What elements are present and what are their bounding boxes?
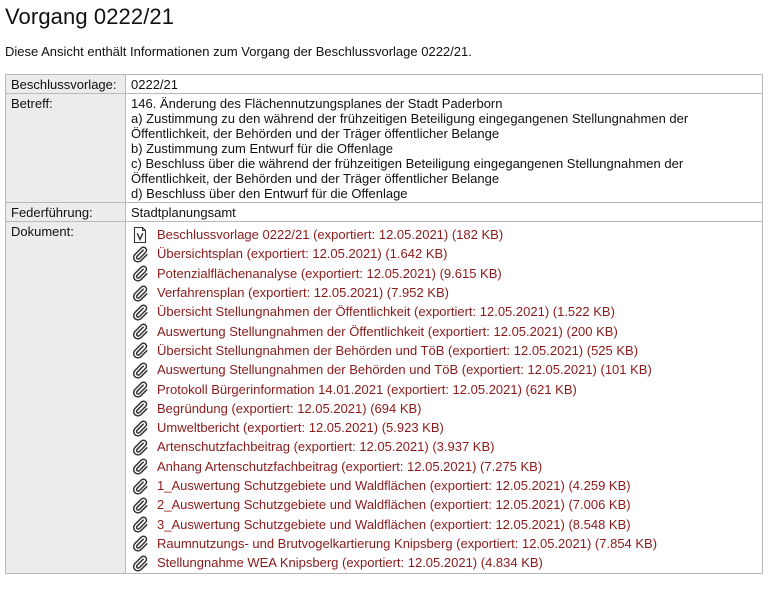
document-item <box>131 379 757 398</box>
document-link[interactable]: Artenschutzfachbeitrag (exportiert: 12.05.2021) (3.937 KB) <box>157 439 495 455</box>
paperclip-icon <box>131 245 149 263</box>
paperclip-icon <box>131 554 149 572</box>
document-link[interactable]: 2_Auswertung Schutzgebiete und Waldflächen (exportiert: 12.05.2021) (7.006 KB) <box>157 497 631 513</box>
paperclip-icon <box>131 341 149 359</box>
betreff-value <box>126 94 763 203</box>
document-link[interactable]: Beschlussvorlage 0222/21 (exportiert: 12.05.2021) (182 KB) <box>157 227 504 243</box>
document-list <box>131 224 757 572</box>
document-item <box>131 225 757 244</box>
document-link[interactable]: Auswertung Stellungnahmen der Behörden und TöB (exportiert: 12.05.2021) (101 KB) <box>157 362 652 378</box>
dokument-value <box>126 222 763 574</box>
document-link[interactable]: 3_Auswertung Schutzgebiete und Waldflächen (exportiert: 12.05.2021) (8.548 KB) <box>157 516 631 532</box>
document-item <box>131 514 757 533</box>
document-link[interactable]: Übersicht Stellungnahmen der Öffentlichkeit (exportiert: 12.05.2021) (1.522 KB) <box>157 304 615 320</box>
beschlussvorlage-value: 0222/21 <box>126 75 763 94</box>
paperclip-icon <box>131 380 149 398</box>
document-link[interactable]: Übersicht Stellungnahmen der Behörden und TöB (exportiert: 12.05.2021) (525 KB) <box>157 342 639 358</box>
dokument-label: Dokument: <box>6 222 126 574</box>
document-item <box>131 341 757 360</box>
document-link[interactable]: Umweltbericht (exportiert: 12.05.2021) (5.923 KB) <box>157 420 444 436</box>
vorlage-document-icon <box>131 226 149 244</box>
paperclip-icon <box>131 438 149 456</box>
row-federfuehrung <box>6 203 763 222</box>
betreff-line: a) Zustimmung zu den während der frühzeitigen Beteiligung eingegangenen Stellungnahmen der Öffentlichkeit, der Behörden und der Träger öffentlicher Belange <box>131 111 689 141</box>
betreff-line: d) Beschluss über den Entwurf für die Offenlage <box>131 186 408 201</box>
paperclip-icon <box>131 264 149 282</box>
betreff-line: b) Zustimmung zum Entwurf für die Offenlage <box>131 141 394 156</box>
paperclip-icon <box>131 419 149 437</box>
document-item <box>131 495 757 514</box>
paperclip-icon <box>131 361 149 379</box>
document-item <box>131 283 757 302</box>
document-link[interactable]: Raumnutzungs- und Brutvogelkartierung Knipsberg (exportiert: 12.05.2021) (7.854 KB) <box>157 535 658 551</box>
paperclip-icon <box>131 457 149 475</box>
beschlussvorlage-label: Beschlussvorlage: <box>6 75 126 94</box>
paperclip-icon <box>131 303 149 321</box>
federfuehrung-value: Stadtplanungsamt <box>126 203 763 222</box>
row-dokument <box>6 222 763 574</box>
document-link[interactable]: Stellungnahme WEA Knipsberg (exportiert: 12.05.2021) (4.834 KB) <box>157 555 543 571</box>
document-item <box>131 534 757 553</box>
document-link[interactable]: Auswertung Stellungnahmen der Öffentlichkeit (exportiert: 12.05.2021) (200 KB) <box>157 323 618 339</box>
document-item <box>131 476 757 495</box>
paperclip-icon <box>131 399 149 417</box>
document-item <box>131 321 757 340</box>
document-item <box>131 399 757 418</box>
document-item <box>131 264 757 283</box>
document-link[interactable]: Begründung (exportiert: 12.05.2021) (694 KB) <box>157 400 422 416</box>
document-item <box>131 553 757 572</box>
paperclip-icon <box>131 477 149 495</box>
document-item <box>131 360 757 379</box>
paperclip-icon <box>131 496 149 514</box>
betreff-label: Betreff: <box>6 94 126 203</box>
document-link[interactable]: Übersichtsplan (exportiert: 12.05.2021) (1.642 KB) <box>157 246 448 262</box>
paperclip-icon <box>131 515 149 533</box>
document-item <box>131 302 757 321</box>
document-link[interactable]: Potenzialflächenanalyse (exportiert: 12.05.2021) (9.615 KB) <box>157 265 502 281</box>
row-beschlussvorlage <box>6 75 763 94</box>
document-link[interactable]: 1_Auswertung Schutzgebiete und Waldflächen (exportiert: 12.05.2021) (4.259 KB) <box>157 478 631 493</box>
vorgang-info-table <box>5 74 763 574</box>
page-intro: Diese Ansicht enthält Informationen zum Vorgang der Beschlussvorlage 0222/21. <box>5 44 472 59</box>
paperclip-icon <box>131 284 149 302</box>
paperclip-icon <box>131 322 149 340</box>
document-link[interactable]: Verfahrensplan (exportiert: 12.05.2021) (7.952 KB) <box>157 285 449 301</box>
document-link[interactable]: Anhang Artenschutzfachbeitrag (exportiert: 12.05.2021) (7.275 KB) <box>157 458 543 474</box>
document-link[interactable]: Protokoll Bürgerinformation 14.01.2021 (exportiert: 12.05.2021) (621 KB) <box>157 381 577 397</box>
document-item <box>131 244 757 263</box>
federfuehrung-label: Federführung: <box>6 203 126 222</box>
document-item <box>131 437 757 456</box>
page-title: Vorgang 0222/21 <box>5 4 175 29</box>
betreff-line: 146. Änderung des Flächennutzungsplanes der Stadt Paderborn <box>131 96 503 111</box>
document-item <box>131 457 757 476</box>
row-betreff <box>6 94 763 203</box>
document-item <box>131 418 757 437</box>
betreff-line: c) Beschluss über die während der frühzeitigen Beteiligung eingegangenen Stellungnahmen der Öffentlichkeit, der Behörden und der Träger öffentlicher Belange <box>131 156 684 186</box>
paperclip-icon <box>131 534 149 552</box>
